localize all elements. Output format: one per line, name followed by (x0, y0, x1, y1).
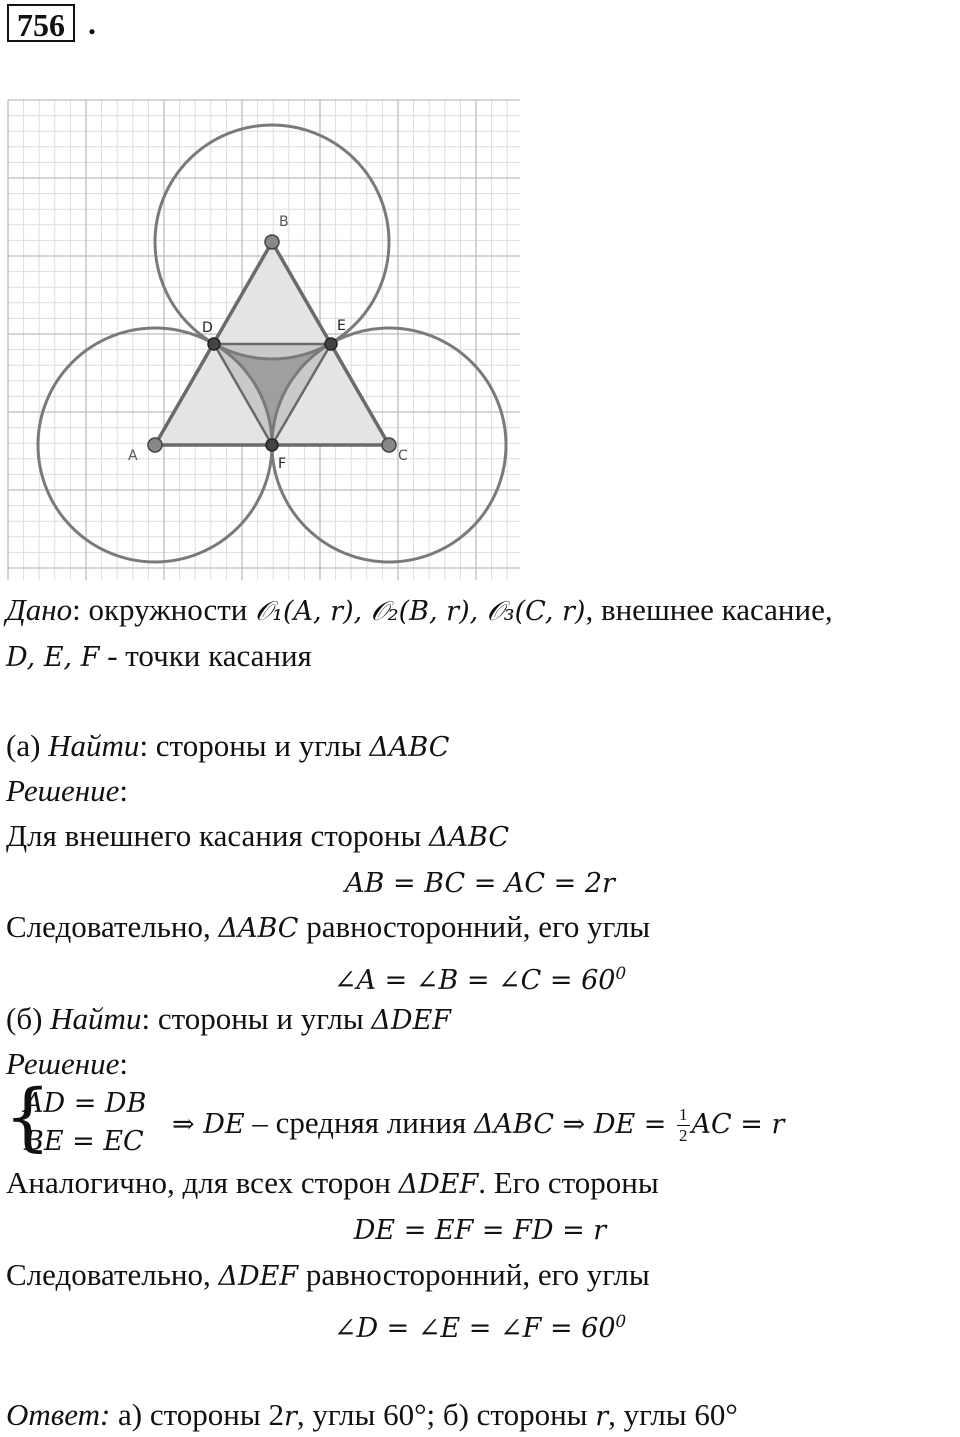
solution-b-label: Решение: (6, 1046, 128, 1081)
equation-3: DE = EF = FD = r (353, 1215, 607, 1246)
points-line: D, E, F - точки касания (6, 638, 312, 673)
task-number-dot: . (88, 5, 96, 41)
point-f (266, 439, 278, 451)
line-3: Аналогично, для всех сторон ΔDEF. Его стороны (6, 1165, 659, 1200)
solution-a-label: Решение: (6, 773, 128, 808)
label-d: D (202, 320, 213, 336)
system-eq-1: AD = DB (24, 1088, 147, 1119)
system-conclusion: ⇒ DE – средняя линия ΔABC ⇒ DE = $\frac{1}{2}$ AC = r (172, 1105, 785, 1146)
task-number: 756 (7, 4, 75, 42)
point-a (148, 438, 162, 452)
line-1: Для внешнего касания стороны ΔABC (6, 818, 510, 853)
line-2: Следовательно, ΔABC равносторонний, его углы (6, 909, 651, 944)
given-line: Дано: окружности 𝒪₁(A, r), 𝒪₂(B, r), 𝒪₃(C, r), внешнее касание, (6, 592, 833, 627)
equation-1: AB = BC = AC = 2r (345, 868, 615, 899)
equation-4: ∠D = ∠E = ∠F = $60^0$ (333, 1311, 627, 1345)
label-a: A (128, 448, 138, 464)
answer-line: Ответ: а) стороны 2r, углы 60°; б) стороны r, углы 60° (6, 1397, 738, 1432)
equation-2: ∠A = ∠B = ∠C = $60^0$ (333, 963, 627, 997)
label-f: F (278, 456, 287, 472)
geometry-diagram (0, 95, 530, 580)
part-b-line: (б) Найти: стороны и углы ΔDEF (6, 1001, 452, 1036)
system-eq-2: BE = EC (24, 1126, 144, 1157)
label-c: C (398, 448, 408, 464)
point-b (265, 235, 279, 249)
label-e: E (337, 318, 346, 334)
point-c (382, 438, 396, 452)
label-b: B (279, 214, 289, 230)
line-4: Следовательно, ΔDEF равносторонний, его углы (6, 1257, 650, 1292)
point-e (325, 338, 337, 350)
system-brace: { (4, 1074, 52, 1160)
point-d (208, 338, 220, 350)
given-label: Дано (6, 592, 73, 627)
part-a-line: (а) Найти: стороны и углы ΔABC (6, 728, 450, 763)
answer-label: Ответ: (6, 1397, 111, 1432)
fraction-one-half: $\frac{1}{2}$ (679, 1105, 688, 1146)
